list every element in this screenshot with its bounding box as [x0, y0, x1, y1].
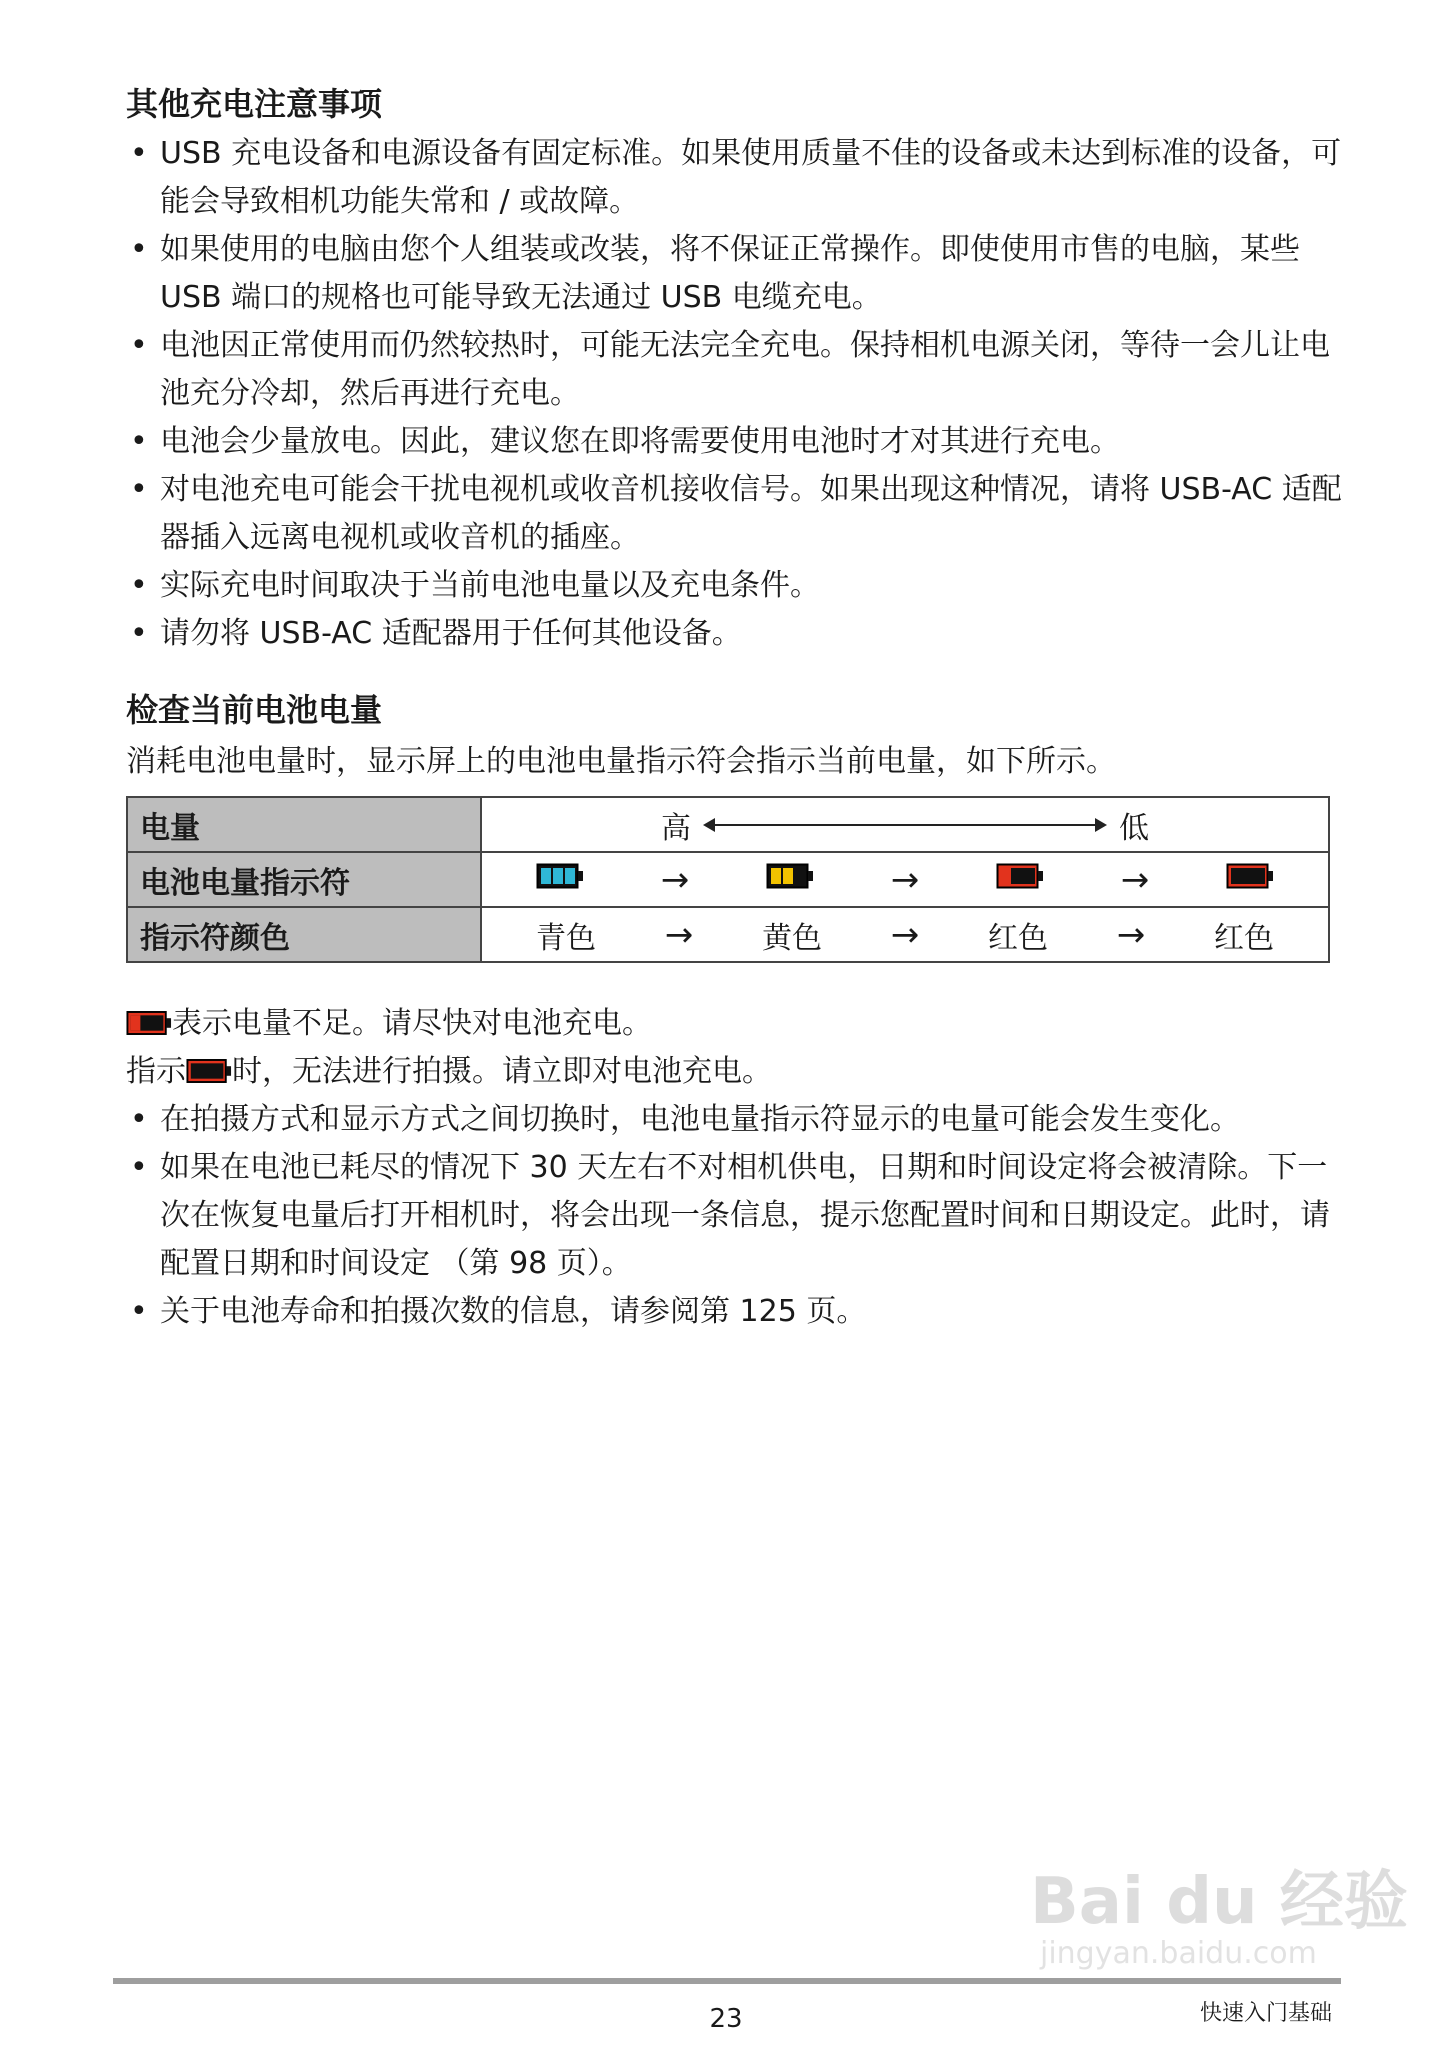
- list-item: • 请勿将 USB-AC 适配器用于任何其他设备。: [126, 610, 1346, 658]
- double-arrow-icon: [705, 824, 1105, 826]
- arrow-right-icon: →: [890, 859, 920, 900]
- battery-empty-red-icon: [1226, 862, 1274, 898]
- battery-empty-red-icon: [186, 1052, 232, 1100]
- list-item: • 关于电池寿命和拍摄次数的信息，请参阅第 125 页。: [126, 1288, 1346, 1336]
- low-battery-note-text: 表示电量不足。请尽快对电池充电。: [172, 1006, 652, 1041]
- watermark-sub: jingyan.baidu.com: [1040, 1936, 1317, 1971]
- arrow-right-icon: →: [1120, 859, 1150, 900]
- indicator-cell: [481, 852, 1329, 907]
- battery-notes-list: [126, 1096, 1346, 1336]
- footer-divider: [113, 1978, 1341, 1984]
- color-label: 青色: [536, 920, 596, 956]
- table-row: [127, 852, 1329, 907]
- level-range-cell: [481, 797, 1329, 852]
- table-row: [127, 907, 1329, 962]
- section-title-battery-level: 检查当前电池电量: [126, 691, 383, 729]
- row-header-indicator: 电池电量指示符: [127, 852, 481, 907]
- battery-low-red-icon: [126, 1004, 172, 1052]
- battery-level-intro: 消耗电池电量时，显示屏上的电池电量指示符会指示当前电量，如下所示。: [126, 744, 1116, 779]
- list-item: • 电池会少量放电。因此，建议您在即将需要使用电池时才对其进行充电。: [126, 418, 1346, 466]
- baidu-watermark: [1030, 1850, 1408, 1971]
- row-header-color: 指示符颜色: [127, 907, 481, 962]
- list-item: • 电池因正常使用而仍然较热时，可能无法完全充电。保持相机电源关闭，等待一会儿让电池充分冷却，然后再进行充电。: [126, 322, 1346, 418]
- color-label: 红色: [988, 920, 1048, 956]
- list-item: • 对电池充电可能会干扰电视机或收音机接收信号。如果出现这种情况，请将 USB-AC 适配器插入远离电视机或收音机的插座。: [126, 466, 1346, 562]
- level-high-label: 高: [661, 810, 691, 846]
- section-title-charging-notes: 其他充电注意事项: [126, 85, 383, 123]
- arrow-right-icon: →: [890, 914, 920, 955]
- page-number: 23: [709, 2004, 743, 2034]
- color-label: 黄色: [762, 920, 822, 956]
- color-cell: [481, 907, 1329, 962]
- list-item: • 如果使用的电脑由您个人组装或改装，将不保证正常操作。即使使用市售的电脑，某些 USB 端口的规格也可能导致无法通过 USB 电缆充电。: [126, 226, 1346, 322]
- arrow-right-icon: →: [660, 859, 690, 900]
- list-item: • 如果在电池已耗尽的情况下 30 天左右不对相机供电，日期和时间设定将会被清除。下一次在恢复电量后打开相机时，将会出现一条信息，提示您配置时间和日期设定。此时，请配置日期和时间设定 （第 98 页）。: [126, 1144, 1346, 1288]
- low-battery-note: [126, 1000, 652, 1052]
- empty-battery-note-pre: 指示: [126, 1054, 186, 1089]
- battery-full-cyan-icon: [536, 862, 584, 898]
- battery-level-table: [126, 796, 1330, 963]
- level-low-label: 低: [1119, 810, 1149, 846]
- battery-low-red-icon: [996, 862, 1044, 898]
- watermark-main: Bai du 经验: [1030, 1865, 1408, 1939]
- battery-medium-yellow-icon: [766, 862, 814, 898]
- list-item: • 实际充电时间取决于当前电池电量以及充电条件。: [126, 562, 1346, 610]
- row-header-level: 电量: [127, 797, 481, 852]
- list-item: • 在拍摄方式和显示方式之间切换时，电池电量指示符显示的电量可能会发生变化。: [126, 1096, 1346, 1144]
- arrow-right-icon: →: [664, 914, 694, 955]
- chapter-name: 快速入门基础: [1199, 2001, 1332, 2026]
- color-label: 红色: [1214, 920, 1274, 956]
- charging-notes-list: [126, 130, 1346, 658]
- list-item: • USB 充电设备和电源设备有固定标准。如果使用质量不佳的设备或未达到标准的设备，可能会导致相机功能失常和 / 或故障。: [126, 130, 1346, 226]
- empty-battery-note-post: 时，无法进行拍摄。请立即对电池充电。: [232, 1054, 772, 1089]
- arrow-right-icon: →: [1116, 914, 1146, 955]
- table-row: [127, 797, 1329, 852]
- empty-battery-note: [126, 1048, 772, 1100]
